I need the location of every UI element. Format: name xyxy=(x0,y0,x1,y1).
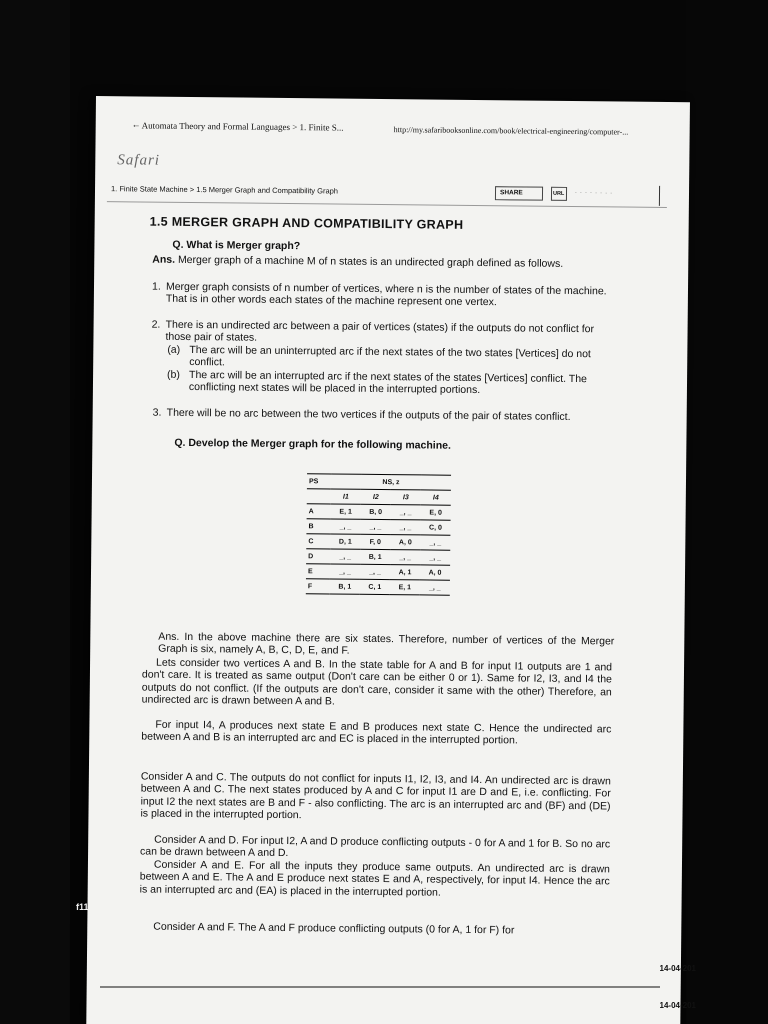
list-text: There will be no arc between the two vertices if the outputs of the pair of states conflict. xyxy=(166,406,571,423)
header-ps: PS xyxy=(307,474,331,489)
browser-header xyxy=(131,116,690,140)
paragraph-1: Ans. In the above machine there are six states. Therefore, number of vertices of the Merger Graph is six, namely A, B, C, D, E, and F. xyxy=(158,630,615,658)
row-state: C xyxy=(306,534,330,549)
table-cell: B, 1 xyxy=(360,549,390,564)
share-button[interactable]: SHARE xyxy=(495,186,543,201)
table-cell: E, 1 xyxy=(331,504,361,519)
table-cell: C, 1 xyxy=(360,579,390,594)
list-text: Merger graph consists of n number of vertices, where n is the number of states of the machine. That is in other words each states of the machine represent one vertex. xyxy=(165,280,607,309)
input-i4: I4 xyxy=(421,490,451,505)
table-cell: F, 0 xyxy=(360,534,390,549)
table-cell: _, _ xyxy=(330,519,360,534)
header-ns: NS, z xyxy=(331,474,451,490)
table-cell: C, 0 xyxy=(420,520,450,535)
table-cell: _, _ xyxy=(420,580,450,595)
scan-background-left xyxy=(0,0,70,1024)
footer-page-label: f11 xyxy=(76,902,89,912)
sub-text: The arc will be an uninterrupted arc if the next states of the two states [Vertices] do not conflict. xyxy=(189,343,591,369)
answer-1 xyxy=(152,254,622,271)
footer-date: 14-04-201 xyxy=(659,964,696,973)
list-number: 3. xyxy=(152,406,162,419)
input-i2: I2 xyxy=(361,489,391,504)
chapter-breadcrumb[interactable]: 1. Finite State Machine > 1.5 Merger Graph and Compatibility Graph xyxy=(110,184,339,196)
section-title: 1.5 MERGER GRAPH AND COMPATIBILITY GRAPH xyxy=(149,214,464,232)
question-2: Q. Develop the Merger graph for the following machine. xyxy=(174,436,451,452)
footer-date-2: 14-04-201 xyxy=(659,1001,696,1010)
input-i1: I1 xyxy=(331,489,361,504)
row-state: F xyxy=(306,579,330,594)
table-cell: B, 0 xyxy=(361,504,391,519)
table-cell: D, 1 xyxy=(330,534,360,549)
table-cell: E, 1 xyxy=(390,580,420,595)
table-cell: A, 0 xyxy=(390,535,420,550)
table-row xyxy=(307,504,451,521)
list-number: 2. xyxy=(151,318,161,331)
browser-url[interactable]: http://my.safaribooksonline.com/book/electrical-engineering/computer-... xyxy=(393,125,629,137)
table-row xyxy=(306,579,450,596)
row-state: A xyxy=(307,504,331,519)
table-row xyxy=(306,549,450,566)
scan-background-right xyxy=(686,0,768,1024)
table-cell: _, _ xyxy=(360,519,390,534)
list-number: 1. xyxy=(151,280,161,293)
paragraph-3: For input I4, A produces next state E and B produces next state C. Hence the undirected arc between A and B is an interrupted arc and EC is placed in the interrupted portion. xyxy=(141,718,612,747)
printed-page xyxy=(86,96,690,1024)
nav-divider xyxy=(659,186,660,206)
table-cell: _, _ xyxy=(391,505,421,520)
sub-item-b xyxy=(167,368,625,398)
table-cell: _, _ xyxy=(330,564,360,579)
table-cell: _, _ xyxy=(390,550,420,565)
paragraph-7: Consider A and F. The A and F produce conflicting outputs (0 for A, 1 for F) for xyxy=(153,920,515,937)
table-row xyxy=(306,519,450,536)
table-cell: _, _ xyxy=(390,520,420,535)
list-text: There is an undirected arc between a pair of vertices (states) if the outputs do not conflict for those pair of states. xyxy=(165,318,595,344)
answer-1-label: Ans. xyxy=(152,253,176,266)
book-nav-bar xyxy=(107,180,667,208)
table-cell: _, _ xyxy=(420,535,450,550)
row-state: D xyxy=(306,549,330,564)
table-cell: A, 1 xyxy=(390,565,420,580)
scan-background-top xyxy=(0,0,768,110)
state-table xyxy=(306,473,451,596)
sub-text: The arc will be an interrupted arc if the next states of the states [Vertices] conflict. The conflicting next states will be placed in the interrupted portions. xyxy=(188,368,587,397)
list-item-3 xyxy=(152,406,623,424)
paragraph-2: Lets consider two vertices A and B. In the state table for A and B for input I1 outputs are 1 and don't care. It is treated as same output (Don't care can be either 0 or 1). Same for I2, I3, and I4 the outputs do not conflict. (If the outputs are don't care, consider it same with the other) Therefore, an undirected arc is drawn between A and B. xyxy=(141,656,613,708)
paragraph-5: Consider A and D. For input I2, A and D produce conflicting outputs - 0 for A and 1 for B. So no arc can be drawn between A and D. xyxy=(140,833,611,860)
table-row xyxy=(306,564,450,581)
nav-search-placeholder[interactable]: - - - - - - - - xyxy=(574,190,614,197)
sub-item-a xyxy=(167,343,625,373)
answer-1-text: Merger graph of a machine M of n states is an undirected graph defined as follows. xyxy=(174,253,564,270)
table-cell: A, 0 xyxy=(420,565,450,580)
paragraph-4: Consider A and C. The outputs do not conflict for inputs I1, I2, I3, and I4. An undirected arc is drawn between A and C. The next states produced by A and C for input I1 are D and E, i.e. conflicting. For input I2 the next states are B and F - also conflicting. The arc is an interrupted arc and (BF) and (DE) is placed in the interrupted portion. xyxy=(140,770,611,822)
row-state: B xyxy=(306,519,330,534)
question-1: Q. What is Merger graph? xyxy=(172,238,301,253)
sub-number: (a) xyxy=(167,343,181,356)
row-state: E xyxy=(306,564,330,579)
table-header-row xyxy=(307,474,451,491)
url-button[interactable]: URL xyxy=(551,187,567,201)
sub-number: (b) xyxy=(167,368,180,381)
browser-breadcrumb[interactable]: Automata Theory and Formal Languages > 1. Finite S... xyxy=(141,120,344,133)
input-i3: I3 xyxy=(391,490,421,505)
safari-logo[interactable]: Safari xyxy=(117,152,161,169)
table-cell: B, 1 xyxy=(330,579,360,594)
paragraph-6: Consider A and E. For all the inputs they produce same outputs. An undirected arc is drawn between A and E. The A and E produce next states E and A, respectively, for input I4. Hence the arc is an interrupted arc and (EA) is placed in the interrupted portion. xyxy=(139,858,610,899)
table-cell: _, _ xyxy=(360,564,390,579)
table-cell: _, _ xyxy=(420,550,450,565)
back-arrow-icon[interactable]: ← xyxy=(131,119,141,130)
table-row xyxy=(306,534,450,551)
table-input-row xyxy=(307,489,451,506)
scan-artifact-line xyxy=(100,986,660,988)
table-cell: _, _ xyxy=(330,549,360,564)
list-item-1 xyxy=(151,280,622,310)
table-cell: E, 0 xyxy=(421,505,451,520)
